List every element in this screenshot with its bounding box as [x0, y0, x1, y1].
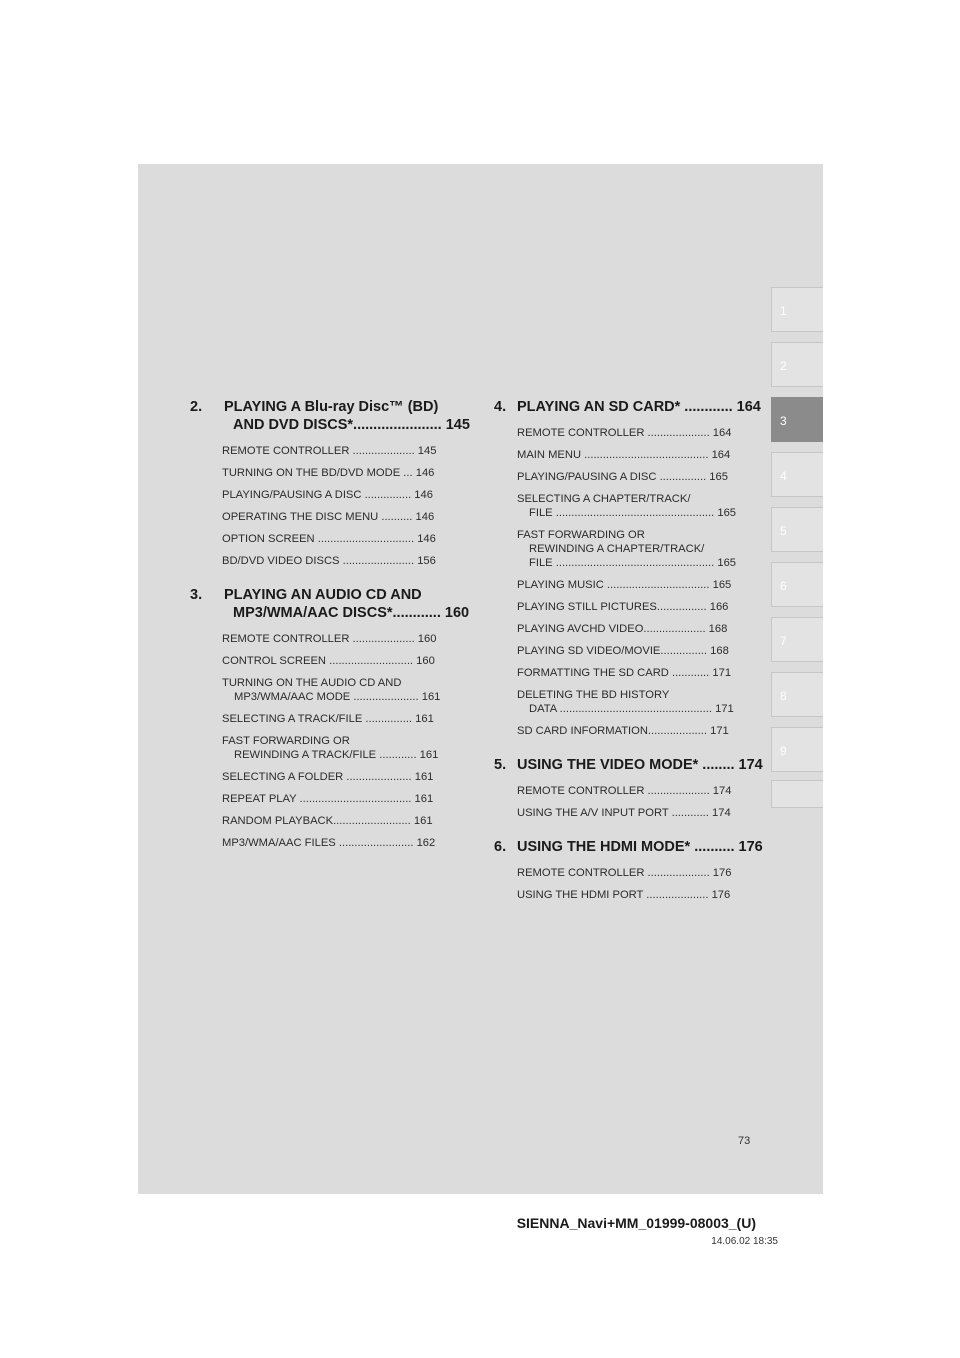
toc-entry-text: REMOTE CONTROLLER .................... 176 — [517, 867, 732, 879]
toc-entry-text: TURNING ON THE AUDIO CD AND — [222, 677, 402, 689]
section-gap — [188, 576, 472, 586]
toc-entry-text: USING THE A/V INPUT PORT ............ 174 — [517, 807, 731, 819]
toc-entry[interactable] — [188, 792, 472, 806]
footer-document-id: SIENNA_Navi+MM_01999-08003_(U) — [516, 1215, 756, 1231]
toc-entry-text: REPEAT PLAY .................................... 161 — [222, 793, 434, 805]
toc-entry-text: FAST FORWARDING OR — [517, 529, 645, 541]
toc-entry[interactable] — [494, 578, 766, 592]
toc-entry-text: DELETING THE BD HISTORY — [517, 689, 670, 701]
toc-entry-text: OPERATING THE DISC MENU .......... 146 — [222, 511, 435, 523]
section-heading[interactable] — [494, 398, 766, 416]
toc-entry[interactable] — [188, 770, 472, 784]
toc-entry-text: PLAYING MUSIC ................................. 165 — [517, 579, 732, 591]
toc-entry[interactable] — [494, 666, 766, 680]
toc-entry[interactable] — [494, 448, 766, 462]
toc-entry-text: SELECTING A FOLDER ..................... 161 — [222, 771, 434, 783]
toc-entry-text: CONTROL SCREEN ........................... 160 — [222, 655, 435, 667]
toc-entry-text: MP3/WMA/AAC FILES ........................ 162 — [222, 837, 436, 849]
toc-entry-text: OPTION SCREEN ............................... 146 — [222, 533, 436, 545]
toc-entry[interactable] — [188, 466, 472, 480]
section-title: USING THE VIDEO MODE* ........ 174 — [517, 757, 763, 773]
footer-timestamp: 14.06.02 18:35 — [711, 1236, 778, 1247]
chapter-tab-8[interactable]: 8 — [771, 672, 823, 717]
section-heading[interactable] — [188, 398, 472, 434]
toc-entry-continued: FILE ................................................... 165 — [529, 557, 737, 569]
toc-entry[interactable] — [494, 426, 766, 440]
toc-entry-continued: FILE ................................................... 165 — [529, 507, 737, 519]
section-number: 2. — [190, 399, 203, 415]
section-title-continued: AND DVD DISCS*...................... 145 — [233, 417, 470, 433]
toc-entry-text: REMOTE CONTROLLER .................... 160 — [222, 633, 437, 645]
section-heading[interactable] — [494, 838, 766, 856]
toc-entry-text: FORMATTING THE SD CARD ............ 171 — [517, 667, 732, 679]
toc-entry-text: PLAYING/PAUSING A DISC ............... 146 — [222, 489, 433, 501]
toc-entry[interactable] — [494, 866, 766, 880]
toc-entry[interactable] — [494, 622, 766, 636]
chapter-tab-4[interactable]: 4 — [771, 452, 823, 497]
section-title: PLAYING AN SD CARD* ............ 164 — [517, 399, 761, 415]
toc-right-column — [494, 398, 766, 910]
toc-entry[interactable] — [494, 688, 766, 716]
toc-entry[interactable] — [494, 888, 766, 902]
toc-entry[interactable] — [494, 724, 766, 738]
toc-entry-text: PLAYING STILL PICTURES................ 166 — [517, 601, 729, 613]
toc-entry[interactable] — [494, 644, 766, 658]
toc-entry[interactable] — [188, 814, 472, 828]
section-title: PLAYING A Blu-ray Disc™ (BD) — [224, 399, 439, 415]
toc-entry-text: REMOTE CONTROLLER .................... 164 — [517, 427, 732, 439]
section-gap — [494, 828, 766, 838]
toc-entry[interactable] — [188, 532, 472, 546]
toc-entry[interactable] — [494, 470, 766, 484]
page-number: 73 — [738, 1135, 751, 1147]
toc-entry-text: REMOTE CONTROLLER .................... 145 — [222, 445, 437, 457]
toc-entry[interactable] — [188, 444, 472, 458]
toc-entry-continued: REWINDING A TRACK/FILE ............ 161 — [234, 749, 439, 761]
toc-entry[interactable] — [494, 528, 766, 570]
toc-entry[interactable] — [188, 712, 472, 726]
toc-entry-text: USING THE HDMI PORT .................... 176 — [517, 889, 731, 901]
chapter-tab-2[interactable]: 2 — [771, 342, 823, 387]
section-title: PLAYING AN AUDIO CD AND — [224, 587, 422, 603]
chapter-tab-7[interactable]: 7 — [771, 617, 823, 662]
toc-entry-text: PLAYING SD VIDEO/MOVIE............... 168 — [517, 645, 729, 657]
toc-entry[interactable] — [188, 510, 472, 524]
toc-entry-text: RANDOM PLAYBACK......................... 161 — [222, 815, 433, 827]
section-gap — [494, 746, 766, 756]
toc-left-column — [188, 398, 472, 858]
toc-entry[interactable] — [494, 492, 766, 520]
toc-entry[interactable] — [188, 654, 472, 668]
toc-entry[interactable] — [188, 836, 472, 850]
toc-entry-text: SELECTING A TRACK/FILE ............... 161 — [222, 713, 434, 725]
chapter-tab-5[interactable]: 5 — [771, 507, 823, 552]
toc-entry[interactable] — [188, 554, 472, 568]
section-heading[interactable] — [494, 756, 766, 774]
chapter-tab-1[interactable]: 1 — [771, 287, 823, 332]
toc-entry[interactable] — [494, 784, 766, 798]
toc-entry-text: SD CARD INFORMATION................... 171 — [517, 725, 729, 737]
toc-entry-text: REMOTE CONTROLLER .................... 174 — [517, 785, 732, 797]
chapter-tab-9[interactable]: 9 — [771, 727, 823, 772]
section-title-continued: MP3/WMA/AAC DISCS*............ 160 — [233, 605, 470, 621]
chapter-tab-6[interactable]: 6 — [771, 562, 823, 607]
section-heading[interactable] — [188, 586, 472, 622]
toc-entry-text: PLAYING AVCHD VIDEO.................... 168 — [517, 623, 728, 635]
toc-entry-continued: MP3/WMA/AAC MODE ..................... 161 — [234, 691, 441, 703]
toc-entry-text: PLAYING/PAUSING A DISC ............... 165 — [517, 471, 728, 483]
toc-entry-continued: DATA ................................................. 171 — [529, 703, 734, 715]
toc-entry[interactable] — [188, 676, 472, 704]
toc-entry-text: BD/DVD VIDEO DISCS ....................... 156 — [222, 555, 436, 567]
toc-entry[interactable] — [188, 734, 472, 762]
section-number: 6. — [494, 839, 507, 855]
toc-entry[interactable] — [494, 600, 766, 614]
toc-entry-text: MAIN MENU ........................................ 164 — [517, 449, 731, 461]
chapter-tabs — [771, 287, 823, 818]
chapter-tab-3[interactable]: 3 — [771, 397, 823, 442]
section-number: 4. — [494, 399, 507, 415]
toc-entry-text: FAST FORWARDING OR — [222, 735, 350, 747]
toc-entry[interactable] — [188, 632, 472, 646]
chapter-tab-blank — [771, 780, 823, 808]
section-number: 3. — [190, 587, 203, 603]
toc-entry-text: TURNING ON THE BD/DVD MODE ... 146 — [222, 467, 435, 479]
toc-entry[interactable] — [494, 806, 766, 820]
section-number: 5. — [494, 757, 507, 773]
section-title: USING THE HDMI MODE* .......... 176 — [517, 839, 763, 855]
toc-entry[interactable] — [188, 488, 472, 502]
toc-entry-continued: REWINDING A CHAPTER/TRACK/ — [529, 543, 705, 555]
toc-entry-text: SELECTING A CHAPTER/TRACK/ — [517, 493, 691, 505]
